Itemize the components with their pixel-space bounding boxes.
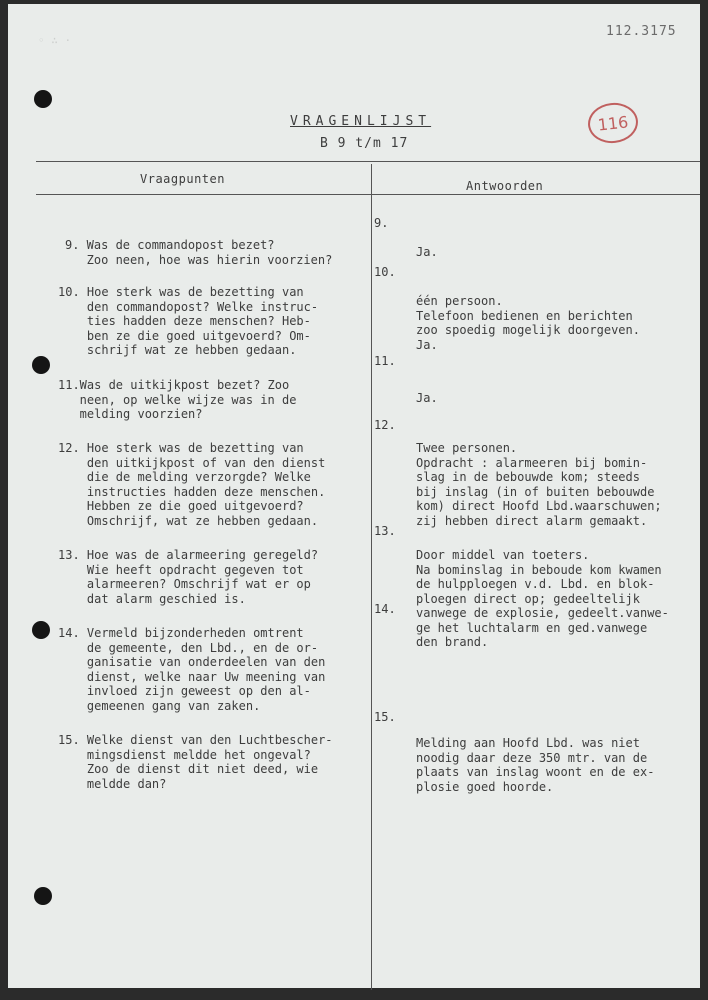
answer-number-13: 13. [374,524,396,538]
document-title: VRAGENLIJST [290,114,432,129]
answer-number-15: 15. [374,710,396,724]
question-12: 12. Hoe sterk was de bezetting van den uitkijkpost of van den dienst die de melding verzorgde? Welke instructies hadden deze menschen. Hebben ze die goed uitgevoerd? Omschrijf, wat ze hebben gedaan. [58,441,326,528]
question-14: 14. Vermeld bijzonderheden omtrent de gemeente, den Lbd., en de or- ganisatie van onderdeelen van den dienst, welke naar Uw meening van invloed zijn geweest op den al- gemeenen gang van zaken. [58,626,326,713]
document-subtitle: B 9 t/m 17 [320,136,409,151]
column-header-questions: Vraagpunten [140,172,225,186]
question-13: 13. Hoe was de alarmeering geregeld? Wie heeft opdracht gegeven tot alarmeeren? Omschrijf wat er op dat alarm geschied is. [58,548,319,606]
table-top-rule [36,161,700,162]
answer-10: één persoon. Telefoon bedienen en berichten zoo spoedig mogelijk doorgeven. Ja. [416,294,640,352]
answer-13: Door middel van toeters. Na bominslag in beboude kom kwamen de hulpploegen v.d. Lbd. en blok- ploegen direct op; gedeeltelijk vanwege de explosie, gedeelt.vanwe- ge het luchtalarm en ged.vanwege den brand. [416,548,669,649]
question-15: 15. Welke dienst van den Luchtbescher- mingsdienst meldde het ongeval? Zoo de dienst dit niet deed, wie meldde dan? [58,733,333,791]
answer-12: Twee personen. Opdracht : alarmeeren bij bomin- slag in de bebouwde kom; steeds bij inslag (in of buiten bebouwde kom) direct Hoofd Lbd.waarschuwen; zij hebben direct alarm gemaakt. [416,441,662,528]
answer-15: Melding aan Hoofd Lbd. was niet noodig daar deze 350 mtr. van de plaats van inslag woont en de ex- plosie goed hoorde. [416,736,655,794]
punch-hole [34,90,52,108]
answer-number-14: 14. [374,602,396,616]
table-header-rule [36,194,700,195]
question-10: 10. Hoe sterk was de bezetting van den commandopost? Welke instruc- ties hadden deze menschen? Heb- ben ze die goed uitgevoerd? Om- schrijf wat ze hebben gedaan. [58,285,319,357]
question-11: 11.Was de uitkijkpost bezet? Zoo neen, op welke wijze was in de melding voorzien? [58,378,297,421]
answer-9: Ja. [416,245,438,259]
answer-number-9: 9. [374,216,389,230]
document-page [8,4,700,988]
archive-number: 112.3175 [606,24,677,39]
page-number-circled: 116 [586,100,640,145]
punch-hole [34,887,52,905]
answer-number-12: 12. [374,418,396,432]
answer-number-10: 10. [374,265,396,279]
punch-hole [32,356,50,374]
question-9: 9. Was de commandopost bezet? Zoo neen, hoe was hierin voorzien? [65,238,333,267]
answer-number-11: 11. [374,354,396,368]
faint-stamp-mark: ◦ ∴ · [38,34,72,47]
punch-hole [32,621,50,639]
column-divider [371,164,372,990]
answer-11: Ja. [416,391,438,405]
column-header-answers: Antwoorden [466,179,544,193]
